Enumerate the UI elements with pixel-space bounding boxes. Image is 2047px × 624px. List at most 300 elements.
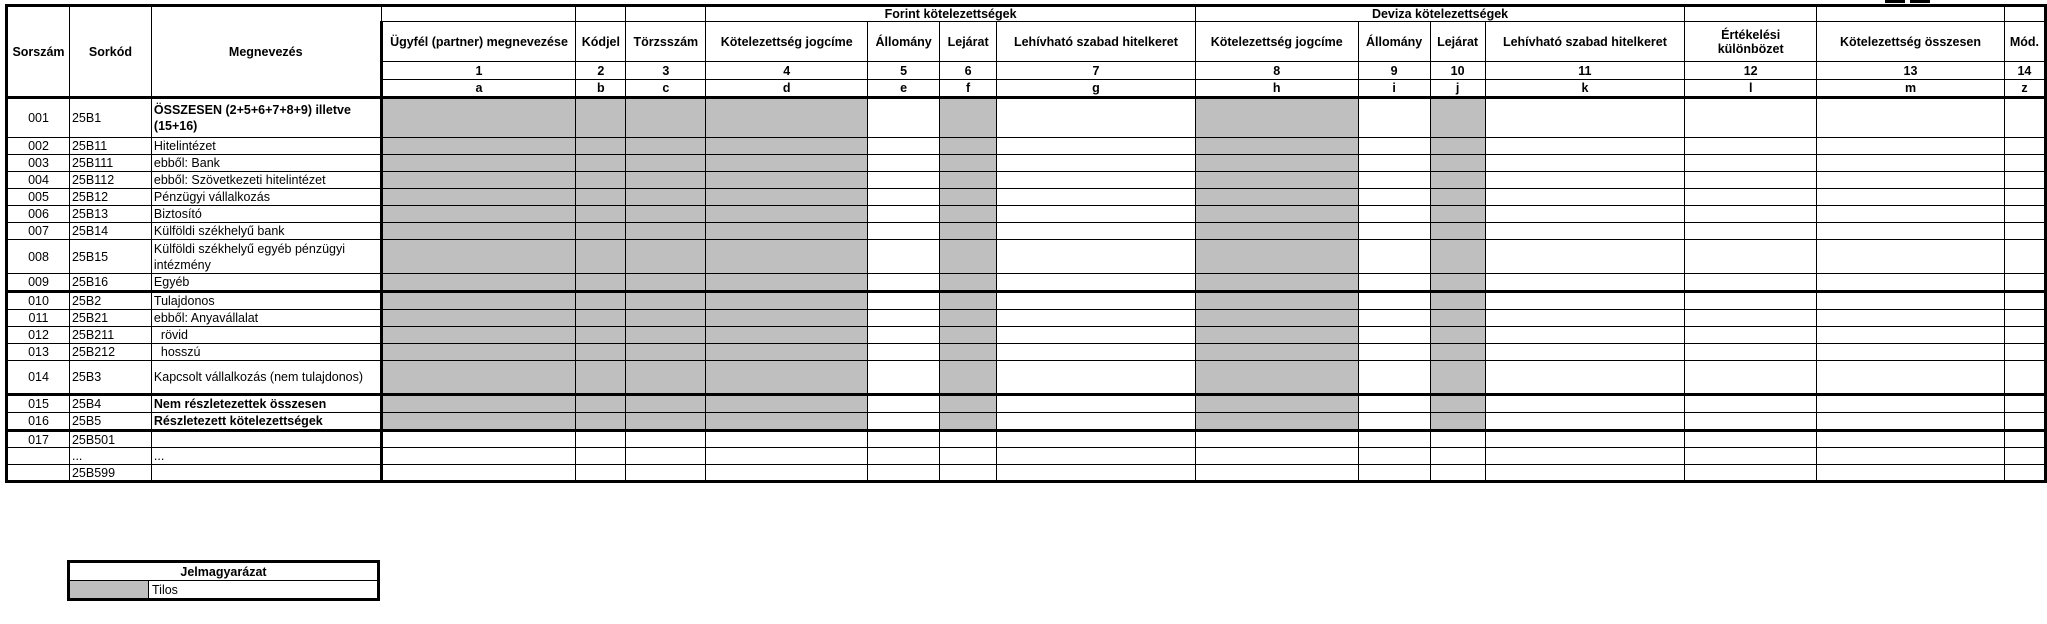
data-cell[interactable]	[940, 98, 997, 138]
data-cell[interactable]	[940, 292, 997, 310]
data-cell[interactable]	[1485, 395, 1685, 413]
data-cell[interactable]	[626, 206, 706, 223]
column-header-label: Kódjel	[576, 22, 626, 62]
data-cell[interactable]	[626, 292, 706, 310]
data-cell[interactable]	[997, 292, 1196, 310]
data-cell[interactable]	[1817, 395, 2005, 413]
data-cell[interactable]	[2004, 292, 2045, 310]
column-letter: e	[868, 80, 940, 98]
data-cell[interactable]	[706, 155, 868, 172]
data-cell[interactable]	[626, 172, 706, 189]
data-cell[interactable]	[997, 240, 1196, 274]
data-cell[interactable]	[2004, 448, 2045, 465]
data-cell[interactable]	[1685, 240, 1817, 274]
data-cell[interactable]	[868, 344, 940, 361]
data-cell[interactable]	[1430, 138, 1485, 155]
data-cell[interactable]	[1430, 98, 1485, 138]
data-cell[interactable]	[2004, 344, 2045, 361]
data-cell[interactable]	[626, 448, 706, 465]
data-cell[interactable]	[706, 138, 868, 155]
data-cell[interactable]	[2004, 413, 2045, 431]
data-cell[interactable]	[1430, 292, 1485, 310]
data-cell[interactable]	[1485, 361, 1685, 395]
row-megnevezes: Részletezett kötelezettségek	[151, 413, 381, 431]
liabilities-table	[5, 4, 2047, 483]
data-cell[interactable]	[1358, 448, 1430, 465]
data-cell[interactable]	[1195, 98, 1358, 138]
data-cell[interactable]	[1430, 189, 1485, 206]
data-cell[interactable]	[1685, 344, 1817, 361]
column-number: 2	[576, 62, 626, 80]
row-megnevezes: Pénzügyi vállalkozás	[151, 189, 381, 206]
data-cell[interactable]	[1817, 206, 2005, 223]
data-cell[interactable]	[2004, 465, 2045, 482]
data-cell[interactable]	[1485, 413, 1685, 431]
data-cell[interactable]	[576, 448, 626, 465]
data-cell[interactable]	[381, 310, 576, 327]
data-cell[interactable]	[1485, 138, 1685, 155]
data-cell[interactable]	[997, 327, 1196, 344]
data-cell[interactable]	[706, 344, 868, 361]
data-cell[interactable]	[940, 431, 997, 448]
data-cell[interactable]	[868, 155, 940, 172]
data-cell[interactable]	[940, 274, 997, 292]
data-cell[interactable]	[626, 465, 706, 482]
data-cell[interactable]	[1685, 98, 1817, 138]
legend-title: Jelmagyarázat	[69, 562, 379, 581]
data-cell[interactable]	[1817, 98, 2005, 138]
data-cell[interactable]	[1430, 327, 1485, 344]
data-cell[interactable]	[1195, 274, 1358, 292]
data-cell[interactable]	[1195, 172, 1358, 189]
data-cell[interactable]	[997, 448, 1196, 465]
data-cell[interactable]	[381, 431, 576, 448]
data-cell[interactable]	[1430, 395, 1485, 413]
data-cell[interactable]	[1685, 361, 1817, 395]
data-cell[interactable]	[1358, 138, 1430, 155]
data-cell[interactable]	[706, 189, 868, 206]
data-cell[interactable]	[1817, 223, 2005, 240]
row-megnevezes: Külföldi székhelyű egyéb pénzügyi intézmény	[151, 240, 381, 274]
column-number: 12	[1685, 62, 1817, 80]
data-cell[interactable]	[1485, 448, 1685, 465]
data-cell[interactable]	[1358, 310, 1430, 327]
data-cell[interactable]	[997, 206, 1196, 223]
data-cell[interactable]	[2004, 327, 2045, 344]
data-cell[interactable]	[1195, 310, 1358, 327]
column-header-label: Lejárat	[1430, 22, 1485, 62]
data-cell[interactable]	[940, 310, 997, 327]
data-cell[interactable]	[1358, 172, 1430, 189]
data-cell[interactable]	[1358, 274, 1430, 292]
data-cell[interactable]	[2004, 274, 2045, 292]
row-sorkod: 25B3	[69, 361, 151, 395]
data-cell[interactable]	[381, 344, 576, 361]
data-cell[interactable]	[1195, 240, 1358, 274]
data-cell[interactable]	[1685, 465, 1817, 482]
data-cell[interactable]	[706, 292, 868, 310]
column-letter: f	[940, 80, 997, 98]
data-cell[interactable]	[2004, 138, 2045, 155]
data-cell[interactable]	[1195, 448, 1358, 465]
row-sorszam: 015	[7, 395, 70, 413]
data-cell[interactable]	[706, 223, 868, 240]
data-cell[interactable]	[1685, 292, 1817, 310]
data-cell[interactable]	[997, 189, 1196, 206]
data-cell[interactable]	[1430, 223, 1485, 240]
data-cell[interactable]	[1685, 431, 1817, 448]
data-cell[interactable]	[1685, 206, 1817, 223]
data-cell[interactable]	[1685, 155, 1817, 172]
data-cell[interactable]	[940, 138, 997, 155]
data-cell[interactable]	[940, 344, 997, 361]
data-cell[interactable]	[381, 413, 576, 431]
data-cell[interactable]	[706, 431, 868, 448]
data-cell[interactable]	[2004, 395, 2045, 413]
data-cell[interactable]	[1685, 189, 1817, 206]
row-sorkod: 25B112	[69, 172, 151, 189]
data-cell[interactable]	[1195, 431, 1358, 448]
data-cell[interactable]	[381, 138, 576, 155]
data-cell[interactable]	[576, 138, 626, 155]
data-cell[interactable]	[1485, 155, 1685, 172]
data-cell[interactable]	[626, 138, 706, 155]
data-cell[interactable]	[2004, 189, 2045, 206]
data-cell[interactable]	[940, 240, 997, 274]
data-cell[interactable]	[940, 448, 997, 465]
data-cell[interactable]	[868, 240, 940, 274]
data-cell[interactable]	[868, 223, 940, 240]
data-cell[interactable]	[1195, 465, 1358, 482]
data-cell[interactable]	[626, 395, 706, 413]
data-cell[interactable]	[381, 155, 576, 172]
data-cell[interactable]	[1430, 274, 1485, 292]
data-cell[interactable]	[868, 274, 940, 292]
data-cell[interactable]	[1817, 465, 2005, 482]
data-cell[interactable]	[1195, 413, 1358, 431]
data-cell[interactable]	[1430, 413, 1485, 431]
data-cell[interactable]	[381, 98, 576, 138]
data-cell[interactable]	[626, 98, 706, 138]
data-cell[interactable]	[1358, 465, 1430, 482]
data-cell[interactable]	[1430, 172, 1485, 189]
data-cell[interactable]	[997, 361, 1196, 395]
data-cell[interactable]	[868, 413, 940, 431]
data-cell[interactable]	[706, 98, 868, 138]
data-cell[interactable]	[576, 98, 626, 138]
data-cell[interactable]	[1358, 189, 1430, 206]
data-cell[interactable]	[626, 189, 706, 206]
data-cell[interactable]	[381, 395, 576, 413]
data-cell[interactable]	[1485, 240, 1685, 274]
data-cell[interactable]	[576, 240, 626, 274]
data-cell[interactable]	[1485, 327, 1685, 344]
data-cell[interactable]	[576, 155, 626, 172]
data-cell[interactable]	[997, 138, 1196, 155]
column-number: 9	[1358, 62, 1430, 80]
data-cell[interactable]	[1685, 138, 1817, 155]
data-cell[interactable]	[868, 431, 940, 448]
data-cell[interactable]	[576, 465, 626, 482]
data-cell[interactable]	[868, 138, 940, 155]
table-row	[7, 155, 2046, 172]
column-number: 14	[2004, 62, 2045, 80]
data-cell[interactable]	[1485, 274, 1685, 292]
data-cell[interactable]	[381, 172, 576, 189]
data-cell[interactable]	[1817, 310, 2005, 327]
data-cell[interactable]	[706, 172, 868, 189]
data-cell[interactable]	[1430, 465, 1485, 482]
data-cell[interactable]	[706, 413, 868, 431]
data-cell[interactable]	[868, 395, 940, 413]
data-cell[interactable]	[381, 361, 576, 395]
data-cell[interactable]	[1358, 240, 1430, 274]
data-cell[interactable]	[997, 155, 1196, 172]
data-cell[interactable]	[576, 189, 626, 206]
data-cell[interactable]	[576, 327, 626, 344]
data-cell[interactable]	[1358, 223, 1430, 240]
data-cell[interactable]	[381, 292, 576, 310]
data-cell[interactable]	[626, 310, 706, 327]
data-cell[interactable]	[1685, 327, 1817, 344]
data-cell[interactable]	[1485, 189, 1685, 206]
data-cell[interactable]	[868, 98, 940, 138]
data-cell[interactable]	[1685, 448, 1817, 465]
data-cell[interactable]	[381, 448, 576, 465]
data-cell[interactable]	[997, 274, 1196, 292]
data-cell[interactable]	[1817, 138, 2005, 155]
data-cell[interactable]	[1485, 98, 1685, 138]
column-letter: k	[1485, 80, 1685, 98]
data-cell[interactable]	[1358, 155, 1430, 172]
data-cell[interactable]	[997, 395, 1196, 413]
data-cell[interactable]	[997, 223, 1196, 240]
data-cell[interactable]	[868, 206, 940, 223]
data-cell[interactable]	[1817, 292, 2005, 310]
data-cell[interactable]	[940, 223, 997, 240]
data-cell[interactable]	[997, 465, 1196, 482]
data-cell[interactable]	[626, 361, 706, 395]
data-cell[interactable]	[940, 413, 997, 431]
legend-swatch	[69, 581, 149, 600]
data-cell[interactable]	[2004, 310, 2045, 327]
data-cell[interactable]	[997, 310, 1196, 327]
data-cell[interactable]	[1358, 431, 1430, 448]
data-cell[interactable]	[706, 448, 868, 465]
data-cell[interactable]	[1195, 327, 1358, 344]
data-cell[interactable]	[1685, 172, 1817, 189]
data-cell[interactable]	[1485, 431, 1685, 448]
data-cell[interactable]	[1685, 310, 1817, 327]
data-cell[interactable]	[576, 310, 626, 327]
data-cell[interactable]	[626, 155, 706, 172]
data-cell[interactable]	[1430, 240, 1485, 274]
data-cell[interactable]	[1685, 413, 1817, 431]
data-cell[interactable]	[1195, 223, 1358, 240]
data-cell[interactable]	[868, 465, 940, 482]
data-cell[interactable]	[2004, 431, 2045, 448]
data-cell[interactable]	[868, 172, 940, 189]
data-cell[interactable]	[1817, 431, 2005, 448]
data-cell[interactable]	[1817, 413, 2005, 431]
data-cell[interactable]	[1358, 344, 1430, 361]
table-row	[7, 465, 2046, 482]
data-cell[interactable]	[1817, 240, 2005, 274]
data-cell[interactable]	[2004, 240, 2045, 274]
data-cell[interactable]	[997, 344, 1196, 361]
data-cell[interactable]	[1685, 274, 1817, 292]
data-cell[interactable]	[1817, 327, 2005, 344]
data-cell[interactable]	[2004, 172, 2045, 189]
data-cell[interactable]	[940, 206, 997, 223]
data-cell[interactable]	[1817, 155, 2005, 172]
table-row	[7, 327, 2046, 344]
data-cell[interactable]	[1430, 431, 1485, 448]
data-cell[interactable]	[706, 310, 868, 327]
data-cell[interactable]	[381, 240, 576, 274]
data-cell[interactable]	[1195, 189, 1358, 206]
data-cell[interactable]	[626, 431, 706, 448]
data-cell[interactable]	[706, 465, 868, 482]
column-header-label: Törzsszám	[626, 22, 706, 62]
data-cell[interactable]	[868, 310, 940, 327]
data-cell[interactable]	[1358, 413, 1430, 431]
data-cell[interactable]	[706, 274, 868, 292]
data-cell[interactable]	[706, 327, 868, 344]
data-cell[interactable]	[1358, 206, 1430, 223]
data-cell[interactable]	[868, 292, 940, 310]
data-cell[interactable]	[1817, 448, 2005, 465]
data-cell[interactable]	[1817, 172, 2005, 189]
header-group-blank	[1817, 6, 2005, 22]
data-cell[interactable]	[940, 361, 997, 395]
row-sorszam: 008	[7, 240, 70, 274]
data-cell[interactable]	[2004, 223, 2045, 240]
row-sorkod: 25B16	[69, 274, 151, 292]
column-letter: d	[706, 80, 868, 98]
data-cell[interactable]	[706, 395, 868, 413]
data-cell[interactable]	[1485, 206, 1685, 223]
row-sorszam	[7, 448, 70, 465]
data-cell[interactable]	[576, 431, 626, 448]
data-cell[interactable]	[940, 327, 997, 344]
data-cell[interactable]	[1195, 395, 1358, 413]
data-cell[interactable]	[1817, 344, 2005, 361]
data-cell[interactable]	[1430, 206, 1485, 223]
data-cell[interactable]	[940, 172, 997, 189]
row-sorkod: 25B599	[69, 465, 151, 482]
data-cell[interactable]	[576, 395, 626, 413]
data-cell[interactable]	[1685, 395, 1817, 413]
data-cell[interactable]	[1195, 361, 1358, 395]
data-cell[interactable]	[997, 98, 1196, 138]
data-cell[interactable]	[997, 431, 1196, 448]
data-cell[interactable]	[1430, 448, 1485, 465]
data-cell[interactable]	[2004, 361, 2045, 395]
data-cell[interactable]	[1195, 344, 1358, 361]
data-cell[interactable]	[626, 223, 706, 240]
column-header-label: Kötelezettség összesen	[1817, 22, 2005, 62]
data-cell[interactable]	[940, 395, 997, 413]
data-cell[interactable]	[1358, 327, 1430, 344]
data-cell[interactable]	[626, 413, 706, 431]
row-megnevezes: Kapcsolt vállalkozás (nem tulajdonos)	[151, 361, 381, 395]
data-cell[interactable]	[706, 206, 868, 223]
data-cell[interactable]	[626, 274, 706, 292]
data-cell[interactable]	[576, 274, 626, 292]
data-cell[interactable]	[868, 327, 940, 344]
data-cell[interactable]	[381, 327, 576, 344]
data-cell[interactable]	[576, 344, 626, 361]
data-cell[interactable]	[1358, 292, 1430, 310]
data-cell[interactable]	[1485, 465, 1685, 482]
data-cell[interactable]	[1195, 138, 1358, 155]
data-cell[interactable]	[1485, 310, 1685, 327]
data-cell[interactable]	[1358, 361, 1430, 395]
data-cell[interactable]	[1817, 361, 2005, 395]
data-cell[interactable]	[2004, 206, 2045, 223]
data-cell[interactable]	[1358, 395, 1430, 413]
row-megnevezes: hosszú	[151, 344, 381, 361]
data-cell[interactable]	[868, 361, 940, 395]
data-cell[interactable]	[1485, 223, 1685, 240]
data-cell[interactable]	[868, 189, 940, 206]
data-cell[interactable]	[868, 448, 940, 465]
data-cell[interactable]	[1430, 361, 1485, 395]
data-cell[interactable]	[706, 240, 868, 274]
row-sorkod: 25B12	[69, 189, 151, 206]
data-cell[interactable]	[381, 274, 576, 292]
data-cell[interactable]	[381, 189, 576, 206]
data-cell[interactable]	[576, 292, 626, 310]
data-cell[interactable]	[1817, 274, 2005, 292]
data-cell[interactable]	[381, 223, 576, 240]
data-cell[interactable]	[997, 413, 1196, 431]
data-cell[interactable]	[1195, 292, 1358, 310]
data-cell[interactable]	[706, 361, 868, 395]
data-cell[interactable]	[2004, 98, 2045, 138]
data-cell[interactable]	[381, 465, 576, 482]
data-cell[interactable]	[576, 361, 626, 395]
data-cell[interactable]	[1817, 189, 2005, 206]
data-cell[interactable]	[576, 172, 626, 189]
data-cell[interactable]	[1430, 344, 1485, 361]
data-cell[interactable]	[381, 206, 576, 223]
data-cell[interactable]	[1430, 155, 1485, 172]
data-cell[interactable]	[2004, 155, 2045, 172]
data-cell[interactable]	[940, 155, 997, 172]
data-cell[interactable]	[1358, 98, 1430, 138]
data-cell[interactable]	[576, 223, 626, 240]
data-cell[interactable]	[1485, 344, 1685, 361]
data-cell[interactable]	[940, 189, 997, 206]
row-megnevezes	[151, 431, 381, 448]
data-cell[interactable]	[1685, 223, 1817, 240]
data-cell[interactable]	[1485, 292, 1685, 310]
column-number: 7	[997, 62, 1196, 80]
data-cell[interactable]	[576, 206, 626, 223]
data-cell[interactable]	[626, 240, 706, 274]
data-cell[interactable]	[1485, 172, 1685, 189]
data-cell[interactable]	[576, 413, 626, 431]
data-cell[interactable]	[1430, 310, 1485, 327]
data-cell[interactable]	[626, 344, 706, 361]
data-cell[interactable]	[997, 172, 1196, 189]
data-cell[interactable]	[1195, 155, 1358, 172]
data-cell[interactable]	[1195, 206, 1358, 223]
data-cell[interactable]	[626, 327, 706, 344]
data-cell[interactable]	[940, 465, 997, 482]
